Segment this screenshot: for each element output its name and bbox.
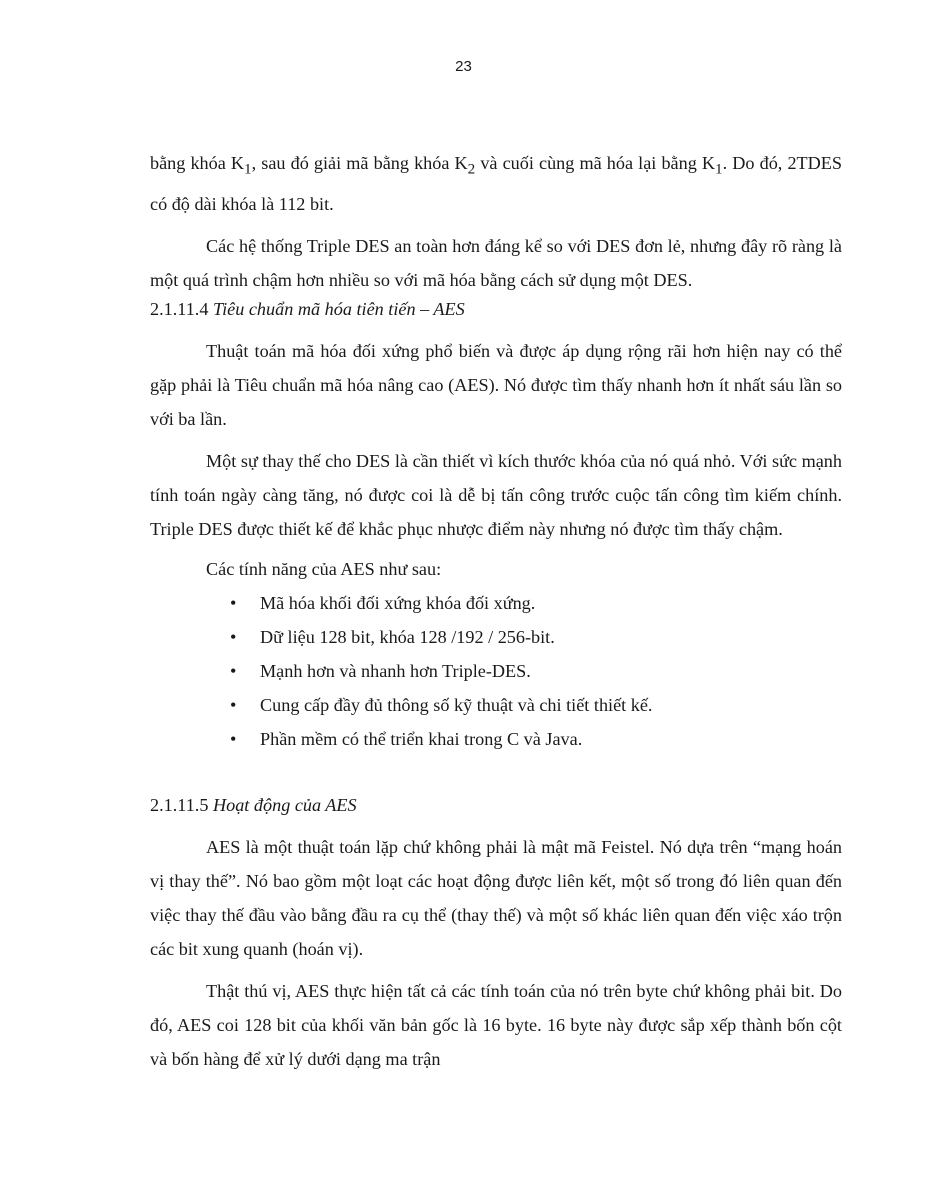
paragraph-aes-intro: Thuật toán mã hóa đối xứng phổ biến và được áp dụng rộng rãi hơn hiện nay có thể gặp phải là Tiêu chuẩn mã hóa nâng cao (AES). Nó được tìm thấy nhanh hơn ít nhất sáu lần so với ba lần. <box>150 341 842 429</box>
section-aes-operation <box>150 788 842 1076</box>
paragraph-aes-bytes: Thật thú vị, AES thực hiện tất cả các tính toán của nó trên byte chứ không phải bit. Do đó, AES coi 128 bit của khối văn bản gốc là 16 byte. 16 byte này được sắp xếp thành bốn cột và bốn hàng để xử lý dưới dạng ma trận <box>150 981 842 1069</box>
bullet-icon: • <box>230 661 237 681</box>
page-number: 23 <box>455 58 472 75</box>
body-text-top <box>150 146 842 297</box>
bullet-icon: • <box>230 627 237 647</box>
list-item: • Phần mềm có thể triển khai trong C và Java. <box>150 722 842 756</box>
list-item: • Mã hóa khối đối xứng khóa đối xứng. <box>150 586 842 620</box>
paragraph-aes-iterative: AES là một thuật toán lặp chứ không phải là mật mã Feistel. Nó dựa trên “mạng hoán vị thay thế”. Nó bao gồm một loạt các hoạt động được liên kết, một số trong đó liên quan đến việc thay thế đầu vào bằng đầu ra cụ thể (thay thế) và một số khác liên quan đến việc xáo trộn các bit xung quanh (hoán vị). <box>150 837 842 959</box>
section-heading-aes-standard: 2.1.11.4 Tiêu chuẩn mã hóa tiên tiến – AES <box>150 299 465 319</box>
list-item: • Dữ liệu 128 bit, khóa 128 /192 / 256-bit. <box>150 620 842 654</box>
section-aes <box>150 292 842 756</box>
paragraph-des-replacement: Một sự thay thế cho DES là cần thiết vì kích thước khóa của nó quá nhỏ. Với sức mạnh tính toán ngày càng tăng, nó được coi là dễ bị tấn công trước cuộc tấn công tìm kiếm chính. Triple DES được thiết kế để khắc phục nhược điểm này nhưng nó được tìm thấy chậm. <box>150 451 842 539</box>
paragraph-aes-features-intro: Các tính năng của AES như sau: <box>206 559 442 579</box>
bullet-icon: • <box>230 729 237 749</box>
bullet-icon: • <box>230 593 237 613</box>
list-item: • Cung cấp đầy đủ thông số kỹ thuật và chi tiết thiết kế. <box>150 688 842 722</box>
list-item: • Mạnh hơn và nhanh hơn Triple-DES. <box>150 654 842 688</box>
paragraph-2tdes-key: bằng khóa $K_1$, sau đó giải mã bằng khóa $K_2$ và cuối cùng mã hóa lại bằng $K_1$. Do đó, 2TDES có độ dài khóa là 112 bit. <box>150 153 843 214</box>
aes-features-list <box>150 586 842 756</box>
bullet-icon: • <box>230 695 237 715</box>
paragraph-triple-des-security: Các hệ thống Triple DES an toàn hơn đáng kể so với DES đơn lẻ, nhưng đây rõ ràng là một quá trình chậm hơn nhiều so với mã hóa bằng cách sử dụng một DES. <box>150 235 842 290</box>
section-heading-aes-operation: 2.1.11.5 Hoạt động của AES <box>150 795 357 815</box>
